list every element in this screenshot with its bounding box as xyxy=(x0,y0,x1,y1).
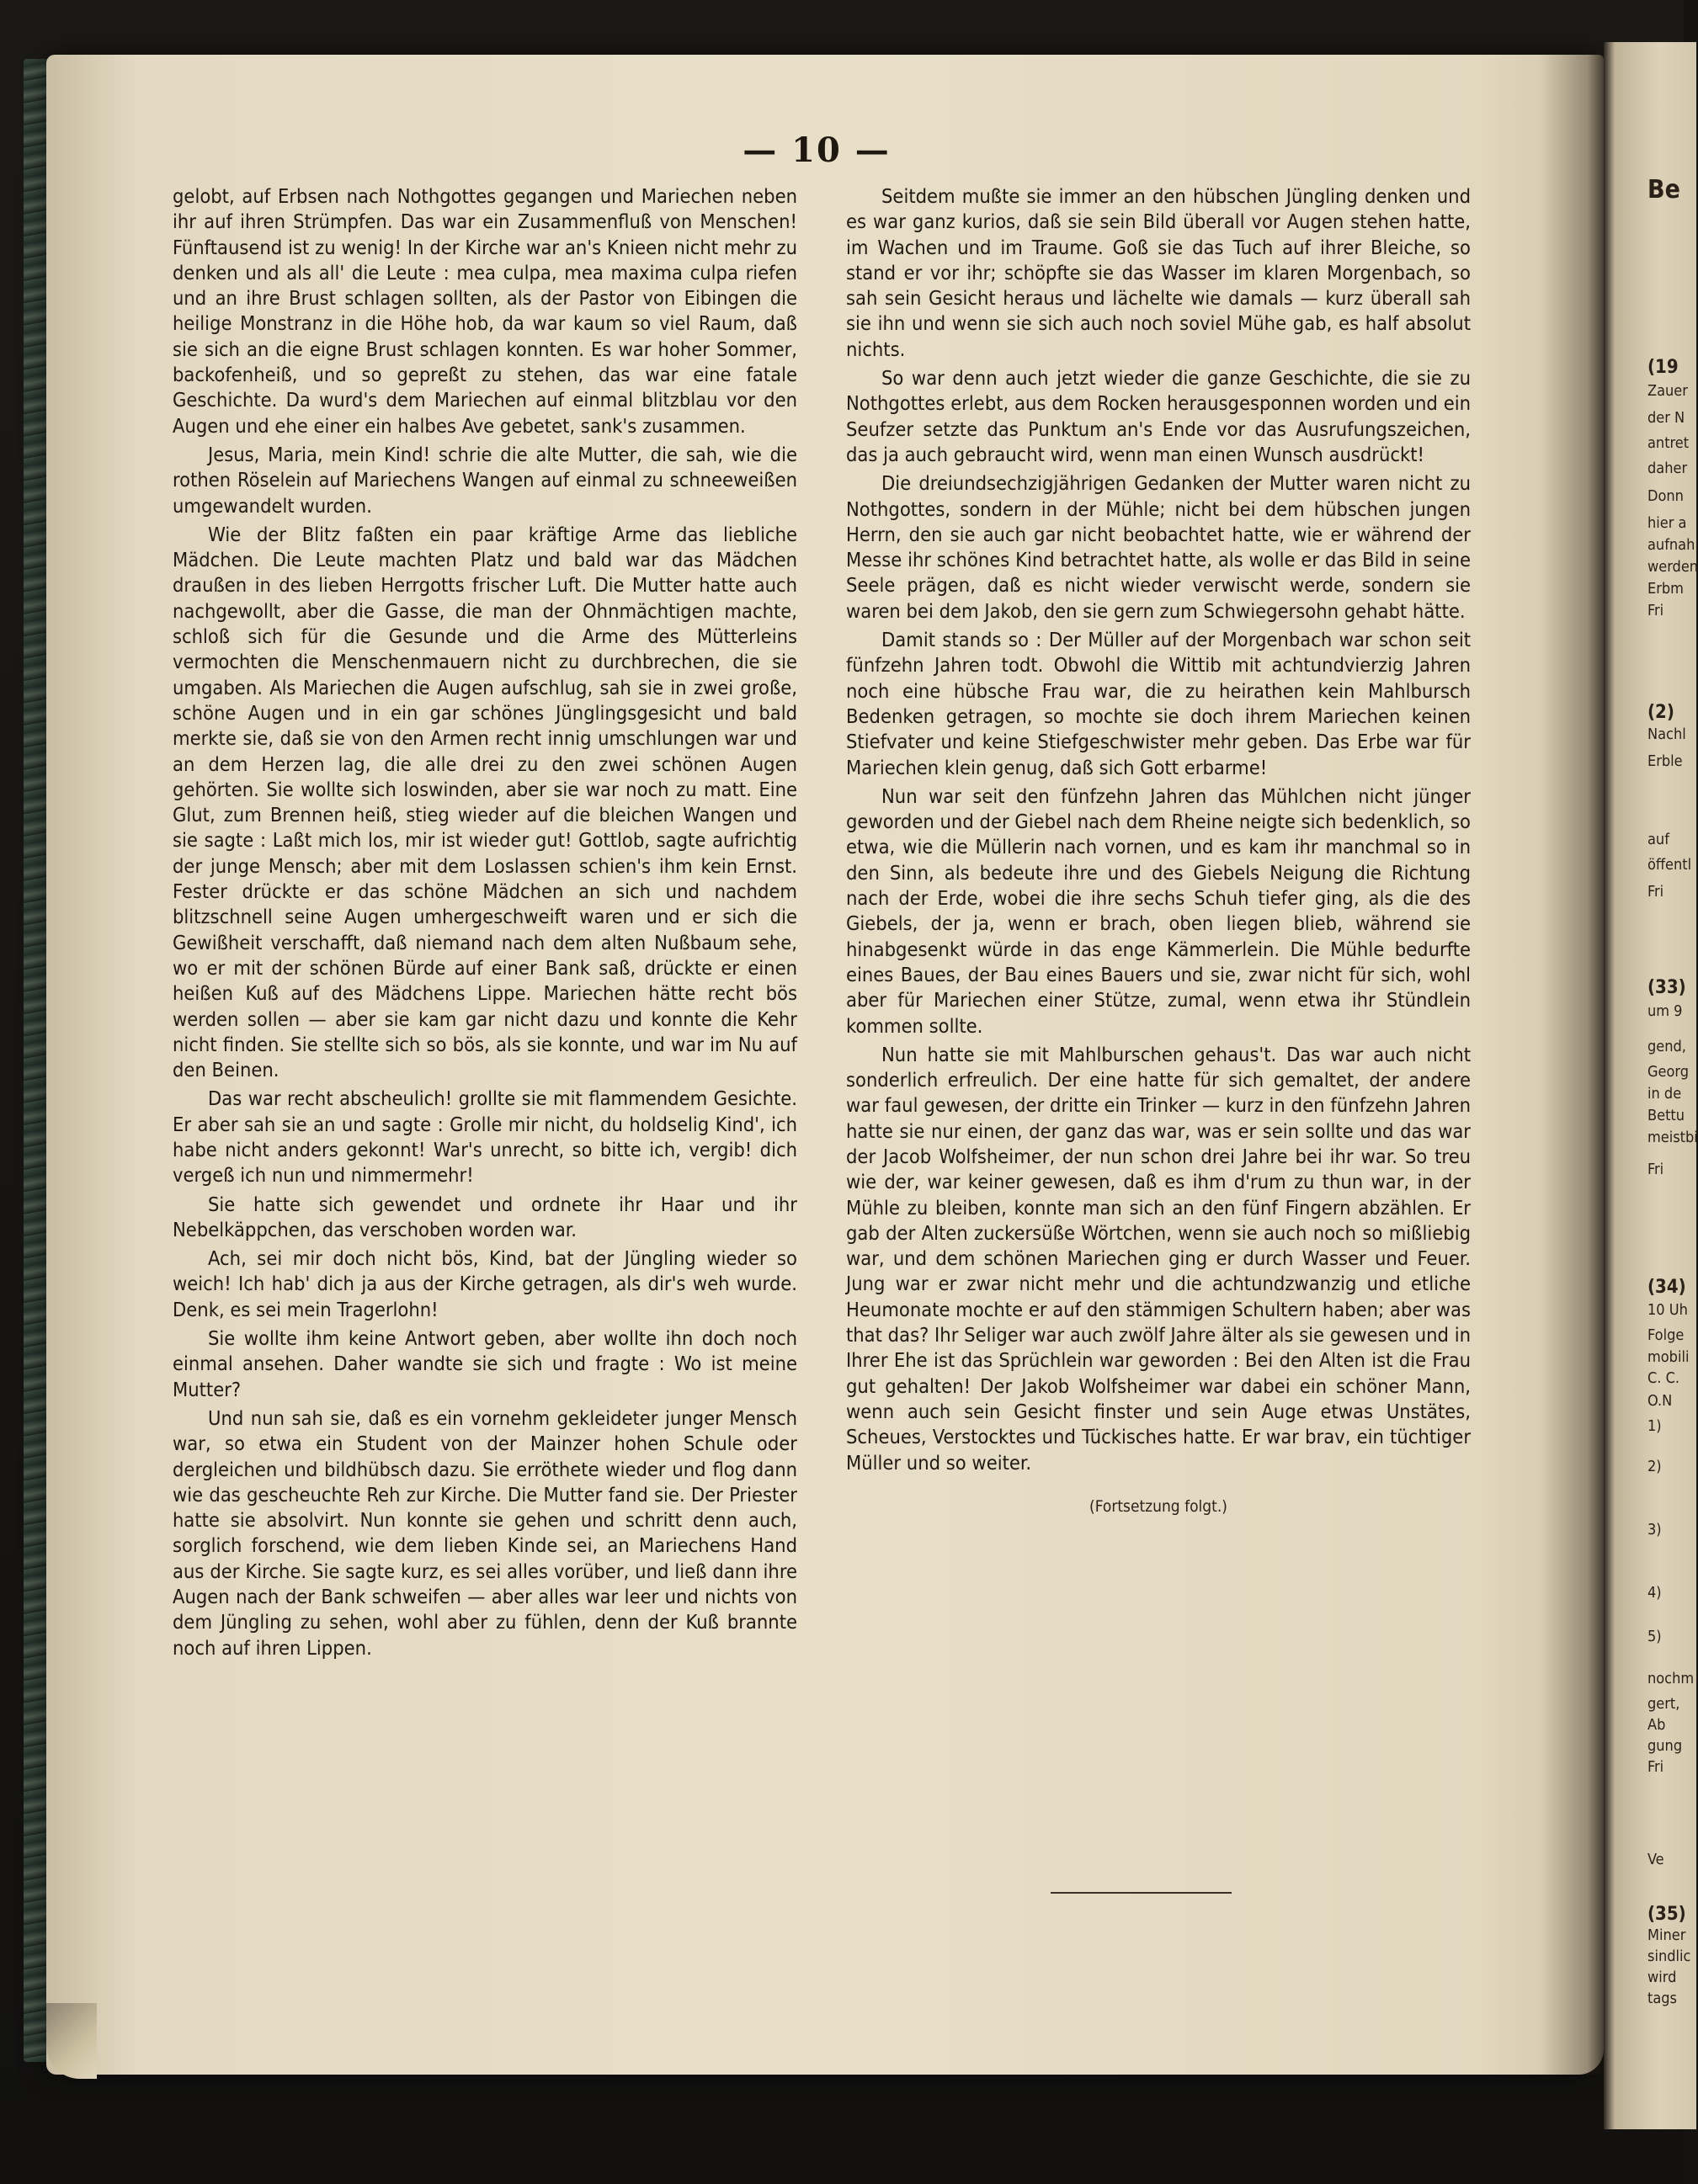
next-page-fragment: 10 Uh xyxy=(1647,1301,1688,1319)
next-page-fragment: Ve xyxy=(1647,1851,1664,1868)
next-page-fragment: nochm xyxy=(1647,1670,1695,1687)
next-page-fragment: öffentl xyxy=(1647,856,1692,874)
next-page-fragment: Fri xyxy=(1647,602,1664,619)
gutter-shadow xyxy=(1541,55,1608,2075)
next-page-fragment: Nachl xyxy=(1647,725,1686,743)
next-page-fragment: antret xyxy=(1647,434,1690,452)
next-page-fragment: werden xyxy=(1647,558,1698,576)
next-page-fragment: Erbm xyxy=(1647,580,1684,598)
next-page-fragment: der N xyxy=(1647,409,1685,427)
next-page-fragment: mobili xyxy=(1647,1348,1690,1366)
paragraph: Wie der Blitz faßten ein paar kräftige Arme das liebliche Mädchen. Die Leute machten Platz und bald war das Mädchen draußen in des lieben Herrgotts frischer Luft. Die Mutter hatte auch nachgewollt, aber die Gasse, die man der Ohnmächtigen machte, schloß sich für die Gesunde und die Arme des Mütterleins vermochten die Menschenmauern nicht zu durchbrechen, die sie umgaben. Als Mariechen die Augen aufschlug, sah sie in zwei große, schöne Augen und in ein gar schönes Jünglingsgesicht und bald merkte sie, daß sie von den Armen recht innig umschlungen war und an dem Herzen lag, die alle drei zu den zwei schönen Augen gehörten. Sie wollte sich loswinden, aber sie war noch zu matt. Eine Glut, zum Brennen heiß, stieg wieder auf die bleichen Wangen und sie sagte : Laßt mich los, mir ist wieder gut! Gottlob, sagte aufrichtig der junge Mensch; aber mit dem Loslassen schien's ihm kein Ernst. Fester drückte er das schöne Mädchen an sich und nachdem blitzschnell seine Augen umhergeschweift waren und er sich die Gewißheit verschafft, daß niemand nach dem alten Nußbaum sehe, wo er mit der schönen Bürde auf einer Bank saß, drückte er einen heißen Kuß auf des Mädchens Lippe. Mariechen hätte recht bös werden sollen — aber sie kam gar nicht dazu und konnte die Kehr nicht finden. Sie stellte sich so bös, als sie konnte, und war im Nu auf den Beinen. xyxy=(173,522,797,1082)
next-page-fragment: auf xyxy=(1647,831,1669,848)
paragraph: Die dreiundsechzigjährigen Gedanken der Mutter waren nicht zu Nothgottes, sondern in der Mühle; nicht bei dem hübschen jungen Herrn, den sie auch gar nicht beobachtet hatte, wie er während der Messe ihr schönes Kind betrachtet hatte, als wolle er das Bild in seine Seele prägen, daß es nicht wieder verwischt werde, sondern sie waren bei dem Jakob, den sie gern zum Schwiegersohn gehabt hätte. xyxy=(846,471,1471,623)
next-page-fragment: (2) xyxy=(1647,702,1674,723)
next-page-fragment: (35) xyxy=(1647,1904,1686,1925)
next-page-fragment: meistbi xyxy=(1647,1129,1698,1146)
next-page-fragment: Be xyxy=(1647,175,1680,205)
paragraph: So war denn auch jetzt wieder die ganze Geschichte, die sie zu Nothgottes erlebt, aus dem Rocken herausgesponnen worden und ein Seufzer setzte das Punktum an's Ende vor das Ausrufungszeichen, das ja auch gebraucht wird, wenn man einen Wunsch ausdrückt! xyxy=(846,366,1471,466)
next-page-fragment: 5) xyxy=(1647,1628,1662,1645)
next-page-fragment: Zauer xyxy=(1647,382,1688,400)
paragraph: Ach, sei mir doch nicht bös, Kind, bat der Jüngling wieder so weich! Ich hab' dich ja aus der Kirche getragen, als dir's weh wurde. Denk, es sei mein Tragerlohn! xyxy=(173,1246,797,1321)
next-page-fragment: gert, xyxy=(1647,1695,1680,1713)
paragraph: Das war recht abscheulich! grollte sie mit flammendem Gesichte. Er aber sah sie an und sagte : Grolle mir nicht, du holdselig Kind', ich habe nicht anders gekonnt! War's unrecht, so bitte ich, vergib! dich vergeß ich nun und nimmermehr! xyxy=(173,1087,797,1188)
paragraph: Nun war seit den fünfzehn Jahren das Mühlchen nicht jünger geworden und der Giebel nach dem Rheine neigte sich bedenklich, so etwa, wie die Müllerin nach vornen, und es kam ihr manchmal so in den Sinn, als bedeute ihre und des Giebels Neigung die Richtung nach der Erde, wobei die ihre sechs Schuh tiefer ging, als die des Giebels, der ja, wenn er brach, oben liegen blieb, während sie hinabgesenkt würde in das enge Kämmerlein. Die Mühle bedurfte eines Baues, der Bau eines Bauers und sie, zwar nicht für sich, wohl aber für Mariechen einer Stütze, zumal, wenn etwa ihr Stündlein kommen sollte. xyxy=(846,784,1471,1038)
next-page-fragment: 1) xyxy=(1647,1417,1662,1435)
next-page-fragment: (19 xyxy=(1647,357,1679,378)
next-page-fragment: Fri xyxy=(1647,1161,1664,1178)
page-number: — 10 — xyxy=(743,130,891,170)
next-page-fragment: Ab xyxy=(1647,1716,1666,1734)
paragraph: Jesus, Maria, mein Kind! schrie die alte Mutter, die sah, wie die rothen Röselein auf Mariechens Wangen auf einmal zu schneeweißen umgewandelt wurden. xyxy=(173,442,797,518)
paragraph: Damit stands so : Der Müller auf der Morgenbach war schon seit fünfzehn Jahren todt. Obwohl die Wittib mit achtundvierzig Jahren noch eine hübsche Frau war, die zu heirathen kein Mahlbursch Bedenken getragen, so mochte sie doch ihrem Mariechen keinen Stiefvater und keine Stiefgeschwister mehr geben. Das Erbe war für Mariechen klein genug, daß sich Gott erbarme! xyxy=(846,628,1471,779)
next-page-fragment: aufnah xyxy=(1647,536,1695,554)
next-page-fragment: (33) xyxy=(1647,977,1686,998)
right-text-column xyxy=(846,183,1471,1522)
next-page-fragment: um 9 xyxy=(1647,1002,1683,1020)
next-page-fragment: wird xyxy=(1647,1969,1677,1986)
next-page-fragment: Folge xyxy=(1647,1326,1685,1344)
next-page-fragment: C. C. xyxy=(1647,1369,1680,1387)
continued-label: (Fortsetzung folgt.) xyxy=(1089,1496,1227,1516)
paragraph: Sie hatte sich gewendet und ordnete ihr Haar und ihr Nebelkäppchen, das verschoben worden war. xyxy=(173,1192,797,1241)
next-page-fragment: 4) xyxy=(1647,1584,1662,1602)
paragraph: gelobt, auf Erbsen nach Nothgottes gegangen und Mariechen neben ihr auf ihren Strümpfen. Das war ein Zusammenfluß von Menschen! Fünftausend ist zu wenig! In der Kirche war an's Knieen nicht mehr zu denken und als all' die Leute : mea culpa, mea maxima culpa riefen und an ihre Brust schlagen sollten, als der Pastor von Eibingen die heilige Monstranz in die Höhe hob, da war kaum so viel Raum, daß sie sich an die eigne Brust schlagen konnten. Es war hoher Sommer, backofenheiß, und so gepreßt zu stehen, das war eine fatale Geschichte. Da wurd's dem Mariechen auf einmal blitzblau vor den Augen und ehe einer ein halbes Ave gebetet, sank's zusammen. xyxy=(173,184,797,438)
section-divider-rule xyxy=(1051,1892,1232,1894)
next-page-fragment: O.N xyxy=(1647,1392,1673,1410)
next-page-fragment: gend, xyxy=(1647,1038,1686,1055)
next-page-fragment: 2) xyxy=(1647,1458,1662,1475)
next-page-fragment: 3) xyxy=(1647,1521,1662,1538)
next-page-fragment: tags xyxy=(1647,1990,1677,2007)
next-page-fragment: Georg xyxy=(1647,1063,1690,1081)
next-page-fragment: Miner xyxy=(1647,1926,1686,1944)
paragraph: Nun hatte sie mit Mahlburschen gehaus't. Das war auch nicht sonderlich erfreulich. Der eine hatte für sich gemaltet, der andere war faul gewesen, der dritte ein Trinker — kurz in den fünfzehn Jahren hatte sie nur einen, der ganz das war, was er sein sollte und das war der Jacob Wolfsheimer, der nun schon drei Jahre bei ihr war. So treu wie der, war keiner gewesen, daß es ihm d'rum zu thun war, in der Mühle zu bleiben, konnte man sich an den fünf Fingern abzählen. Er gab der Alten zuckersüße Wörtchen, wenn sie auch noch so mißliebig war, und dem schönen Mariechen ging er durch Wasser und Feuer. Jung war er zwar nicht mehr und die achtundzwanzig und etliche Heumonate mochte er auf den stämmigen Schultern haben; aber was that das? Ihr Seliger war auch zwölf Jahre älter als sie gewesen und in Ihrer Ehe ist das Sprüchlein war geworden : Bei den Alten ist die Frau gut gehalten! Der Jakob Wolfsheimer war dabei ein schöner Mann, wenn auch sein Gesicht finster und sein Auge etwas Unstätes, Scheues, Verstocktes und Tückisches hatte. Er war brav, ein tüchtiger Müller und so weiter. xyxy=(846,1042,1471,1475)
next-page-fragment: in de xyxy=(1647,1085,1682,1103)
left-text-column xyxy=(173,183,797,1664)
next-page-fragment: Erble xyxy=(1647,752,1683,770)
next-page-fragment: Fri xyxy=(1647,883,1664,901)
next-page-fragment: (34) xyxy=(1647,1277,1686,1298)
next-page-fragment: gung xyxy=(1647,1737,1683,1755)
next-page-fragment: Donn xyxy=(1647,487,1684,505)
next-page-fragment: Bettu xyxy=(1647,1107,1685,1124)
next-page-fragment: Fri xyxy=(1647,1758,1664,1776)
next-page-fragment: daher xyxy=(1647,460,1688,477)
next-page-fragment: hier a xyxy=(1647,514,1687,532)
paragraph: Sie wollte ihm keine Antwort geben, aber wollte ihn doch noch einmal ansehen. Daher wandte sie sich und fragte : Wo ist meine Mutter? xyxy=(173,1326,797,1401)
next-page-edge xyxy=(1604,42,1696,2129)
paragraph: Seitdem mußte sie immer an den hübschen Jüngling denken und es war ganz kurios, daß sie sein Bild überall vor Augen stehen hatte, im Wachen und im Traume. Goß sie das Tuch auf ihrer Bleiche, so stand er vor ihr; schöpfte sie das Wasser im klaren Morgenbach, so sah sein Gesicht heraus und lächelte wie damals — kurz überall sah sie ihn und wenn sie sich auch noch soviel Mühe gab, es half absolut nichts. xyxy=(846,184,1471,361)
paragraph: Und nun sah sie, daß es ein vornehm gekleideter junger Mensch war, so etwa ein Student von der Mainzer hohen Schule oder dergleichen und bildhübsch dazu. Sie erröthete wieder und flog dann wie das gescheuchte Reh zur Kirche. Die Mutter fand sie. Der Priester hatte sie absolvirt. Nun konnte sie gehen und schritt denn auch, sorglich forschend, wie dem lieben Kinde sei, an Mariechens Hand aus der Kirche. Sie sagte kurz, es sei alles vorüber, und ließ dann ihre Augen nach der Bank schweifen — aber alles war leer und nichts von dem Jüngling zu sehen, wohl aber zu fühlen, denn der Kuß brannte noch auf ihren Lippen. xyxy=(173,1406,797,1660)
next-page-fragment: sindlic xyxy=(1647,1948,1691,1965)
